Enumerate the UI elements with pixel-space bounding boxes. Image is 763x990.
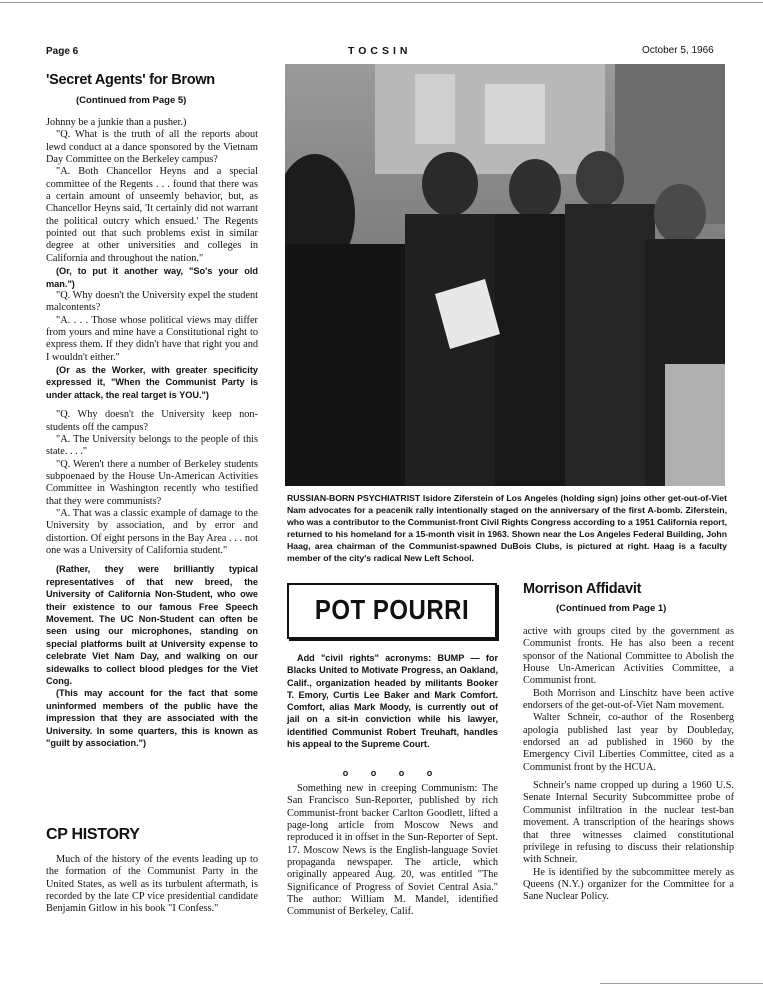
top-rule bbox=[0, 2, 763, 3]
paragraph: Much of the history of the events leading up to the formation of the Communist Party in the United States, as well as its turbulent aftermath, is recorded by the late CP vice presidential candidate Benjamin Gitlow in his book "I Confess." bbox=[46, 854, 258, 915]
paragraph: "Q. What is the truth of all the reports about lewd conduct at a dance sponsored by the Vietnam Day Committee on the Berkeley campus? bbox=[46, 129, 258, 166]
caption-body: Isidore Ziferstein of Los Angeles (holding sign) joins other get-out-of-Viet Nam advocates for a peacenik rally intentionally staged on the anniversary of the first A-bomb. Ziferstein, who was a contributor to the Communist-front Civil Rights Congress according to a 1951 California report, returned to his homeland for a 15-month visit in 1963. Shown near the Los Angeles Federal Building, John Haag, area chairman of the Communist-spawned DuBois Clubs, is pictured at right. Haag is a faculty member of the city's radical New Left School. bbox=[287, 493, 727, 564]
paragraph: "Q. Weren't there a number of Berkeley students subpoenaed by the House Un-American Activities Committee in Washington recently who testified that they were communists? bbox=[46, 458, 258, 507]
paragraph: active with groups cited by the government as Communist fronts. He has also been a recent sponsor of the National Committee to Abolish the House Un-American Activities Committee, a Communist front. bbox=[523, 626, 734, 687]
issue-date: October 5, 1966 bbox=[642, 45, 714, 56]
pot-pourri-item-1 bbox=[287, 652, 498, 750]
paragraph: (Or as the Worker, with greater specificity expressed it, "When the Communist Party is under attack, the real target is YOU.") bbox=[46, 365, 258, 400]
paragraph: "Q. Why doesn't the University expel the student malcontents? bbox=[46, 289, 258, 314]
paragraph: Add "civil rights" acronyms: BUMP — for Blacks United to Motivate Progress, an Oakland, Calif., organization headed by militants Booker T. Emory, Curtis Lee Baker and Mark Comfort. Comfort, alias Mark Moody, is currently out of jail on a sit-in conviction while his lawyer, identified Communist Robert Treuhaft, handles his appeal to the Supreme Court. bbox=[287, 653, 498, 750]
paragraph: "A. Both Chancellor Heyns and a special committee of the Regents . . . found that there was a certain amount of unseemly behavior, but, as Chancellor Heyns said, 'It certainly did not warrant the political outcry which ensued.' The Regents pointed out that such problems exist in similar degree at other universities and colleges in California and throughout the nation." bbox=[46, 166, 258, 264]
paragraph: Walter Schneir, co-author of the Rosenberg apologia published last year by Doubleday, endorsed an ad published in 1960 by the Emergency Civil Liberties Committee, cited as a Communist front by the HCUA. bbox=[523, 712, 734, 773]
cp-history-headline: CP HISTORY bbox=[46, 826, 140, 843]
left-continued: (Continued from Page 5) bbox=[76, 95, 187, 106]
pot-pourri-box bbox=[287, 583, 497, 639]
pot-pourri-title: POT POURRI bbox=[314, 594, 470, 626]
paragraph: (Or, to put it another way, "So's your old man.") bbox=[46, 266, 258, 289]
news-photo bbox=[285, 64, 725, 486]
crowd-photo-illustration bbox=[285, 64, 725, 486]
paragraph: "A. That was a classic example of damage to the University by association, and by error and distortion. Of eight persons in the Bay Area . . . not one was a University of California student." bbox=[46, 507, 258, 556]
paragraph: He is identified by the subcommittee merely as Queens (N.Y.) organizer for the Committee for a Sane Nuclear Policy. bbox=[523, 866, 734, 903]
caption-lead: RUSSIAN-BORN PSYCHIATRIST bbox=[287, 493, 421, 503]
paragraph: Johnny be a junkie than a pusher.) bbox=[46, 117, 187, 128]
paragraph: "A. . . . Those whose political views may differ from yours and mine have a Constitutional right to express them. If they didn't have that right you and I wouldn't either." bbox=[46, 314, 258, 363]
paragraph: (Rather, they were brilliantly typical representatives of that new breed, the University of California Non-Student, who owe their existence to our famous Free Speech Movement. The UC Non-Student can often be seen using our microphones, standing on special platforms built at University expense to celebrate Viet Nam Day, and walking on our sidewalks to collect blood pledges for the Viet Cong. bbox=[46, 564, 258, 686]
paragraph: Something new in creeping Communism: The San Francisco Sun-Reporter, published by rich Communist-front backer Carlton Goodlett, lifted a page-long article from Moscow News and reproduced it in offset in the Sun-Reporter of Sept. 17. Moscow News is the English-language Soviet propaganda newspaper. The article, which originally appeared Aug. 20, was entitled "The Significance of Progress of Soviet Central Asia." The author: William M. Mandel, identified Communist of Berkeley, Calif. bbox=[287, 783, 498, 918]
left-headline: 'Secret Agents' for Brown bbox=[46, 72, 215, 88]
photo-caption bbox=[287, 492, 727, 565]
paragraph: Schneir's name cropped up during a 1960 U.S. Senate Internal Security Subcommittee probe of Communist infiltration in the nuclear test-ban movement. A transcription of the hearings shows that three witnesses claimed constitutional privilege in refusing to discuss their relationship with Schneir. bbox=[523, 780, 734, 866]
section-separator: o o o o bbox=[342, 768, 443, 778]
paragraph: Both Morrison and Linschitz have been active endorsers of the get-out-of-Viet Nam movement. bbox=[523, 687, 734, 712]
page-number: Page 6 bbox=[46, 46, 79, 57]
bottom-rule bbox=[600, 983, 763, 984]
paragraph: (This may account for the fact that some uninformed members of the public have the impression that they are associated with the University. In some quarters, this is known as "guilt by association.") bbox=[46, 688, 258, 749]
morrison-continued: (Continued from Page 1) bbox=[556, 603, 667, 614]
left-article-body bbox=[46, 117, 258, 749]
paragraph: "Q. Why doesn't the University keep non-students off the campus? bbox=[46, 409, 258, 433]
pot-pourri-item-2 bbox=[287, 783, 498, 919]
morrison-body bbox=[523, 626, 734, 904]
morrison-headline: Morrison Affidavit bbox=[523, 581, 642, 597]
cp-history-body bbox=[46, 854, 258, 916]
masthead: TOCSIN bbox=[348, 45, 412, 57]
paragraph: "A. The University belongs to the people of this state. . . ." bbox=[46, 433, 258, 458]
